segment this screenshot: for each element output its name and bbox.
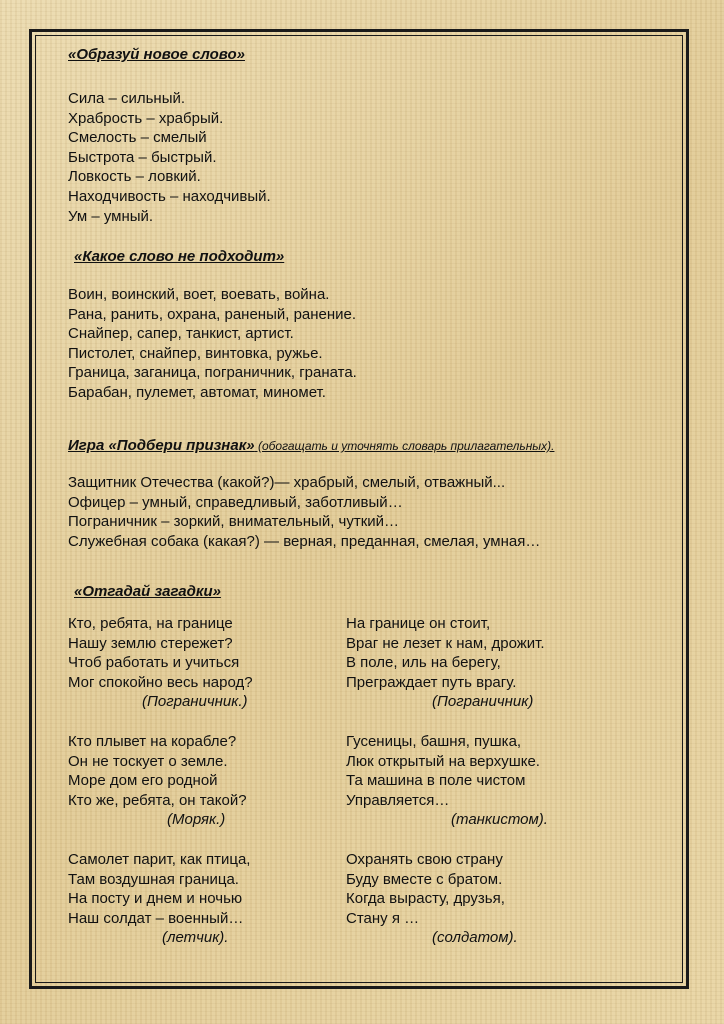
list-item: Граница, заганица, пограничник, граната. (68, 364, 357, 382)
word-formation-list (68, 89, 271, 226)
riddle-line: Кто плывет на корабле? (68, 733, 237, 750)
riddle-line: На посту и днем и ночью (68, 890, 243, 908)
list-item: Храбрость – храбрый. (68, 109, 224, 127)
odd-word-list (68, 285, 357, 403)
riddle-line: Охранять свою страну (346, 851, 503, 868)
attribute-list (68, 473, 540, 551)
section-heading-odd-word: «Какое слово не подходит» (74, 248, 285, 265)
section-heading-attribute-game (68, 437, 554, 455)
list-item: Барабан, пулемет, автомат, миномет. (68, 383, 326, 401)
riddle-answer: (солдатом). (432, 929, 518, 946)
riddle-line: Люк открытый на верхушке. (346, 752, 540, 770)
list-item: Ловкость – ловкий. (68, 168, 201, 186)
riddle-line: Чтоб работать и учиться (68, 654, 240, 672)
riddle-answer: (Пограничник.) (142, 693, 248, 710)
list-item: Ум – умный. (68, 207, 154, 225)
list-item: Смелость – смелый (68, 129, 207, 147)
list-item: Находчивость – находчивый. (68, 187, 271, 205)
list-item: Воин, воинский, воет, воевать, война. (68, 286, 330, 303)
list-item: Сила – сильный. (68, 90, 186, 107)
list-item: Пистолет, снайпер, винтовка, ружье. (68, 344, 323, 362)
riddle-answer: (Пограничник) (432, 693, 534, 710)
list-item: Быстрота – быстрый. (68, 148, 217, 166)
riddle-line: Нашу землю стережет? (68, 634, 233, 652)
riddle-1 (68, 614, 253, 692)
riddle-answer: (Моряк.) (167, 811, 226, 828)
game-note: (обогащать и уточнять словарь прилагательных). (254, 439, 555, 453)
section-heading-form-new-word: «Образуй новое слово» (68, 46, 245, 63)
riddle-answer: (летчик). (162, 929, 229, 946)
riddle-line: Самолет парит, как птица, (68, 851, 251, 868)
section-heading-riddles: «Отгадай загадки» (74, 583, 221, 600)
riddle-line: Буду вместе с братом. (346, 870, 503, 888)
riddle-line: Там воздушная граница. (68, 870, 239, 888)
list-item: Защитник Отечества (какой?)— храбрый, смелый, отважный... (68, 474, 506, 491)
list-item: Служебная собака (какая?) — верная, преданная, смелая, умная… (68, 532, 541, 550)
list-item: Офицер – умный, справедливый, заботливый… (68, 493, 403, 511)
riddle-line: На границе он стоит, (346, 615, 491, 632)
list-item: Рана, ранить, охрана, раненый, ранение. (68, 305, 357, 323)
riddle-line: Мог спокойно весь народ? (68, 673, 253, 691)
riddle-line: Кто же, ребята, он такой? (68, 791, 247, 809)
riddle-3 (68, 732, 247, 810)
riddle-line: Враг не лезет к нам, дрожит. (346, 634, 545, 652)
riddle-line: Управляется… (346, 791, 450, 809)
riddle-2 (346, 614, 545, 692)
riddle-line: Преграждает путь врагу. (346, 673, 517, 691)
riddle-answer: (танкистом). (451, 811, 548, 828)
riddle-line: Гусеницы, башня, пушка, (346, 733, 522, 750)
riddle-line: Он не тоскует о земле. (68, 752, 228, 770)
game-title: Игра «Подбери признак» (68, 437, 255, 454)
riddle-line: Та машина в поле чистом (346, 772, 526, 790)
list-item: Пограничник – зоркий, внимательный, чуткий… (68, 513, 400, 531)
riddle-line: Когда вырасту, друзья, (346, 890, 505, 908)
riddle-4 (346, 732, 540, 810)
riddle-line: Кто, ребята, на границе (68, 615, 233, 632)
riddle-line: Наш солдат – военный… (68, 909, 244, 927)
list-item: Снайпер, сапер, танкист, артист. (68, 325, 294, 343)
riddle-line: Море дом его родной (68, 772, 218, 790)
riddle-6 (346, 850, 505, 928)
riddle-line: Стану я … (346, 909, 420, 927)
riddle-line: В поле, иль на берегу, (346, 654, 501, 672)
riddle-5 (68, 850, 250, 928)
